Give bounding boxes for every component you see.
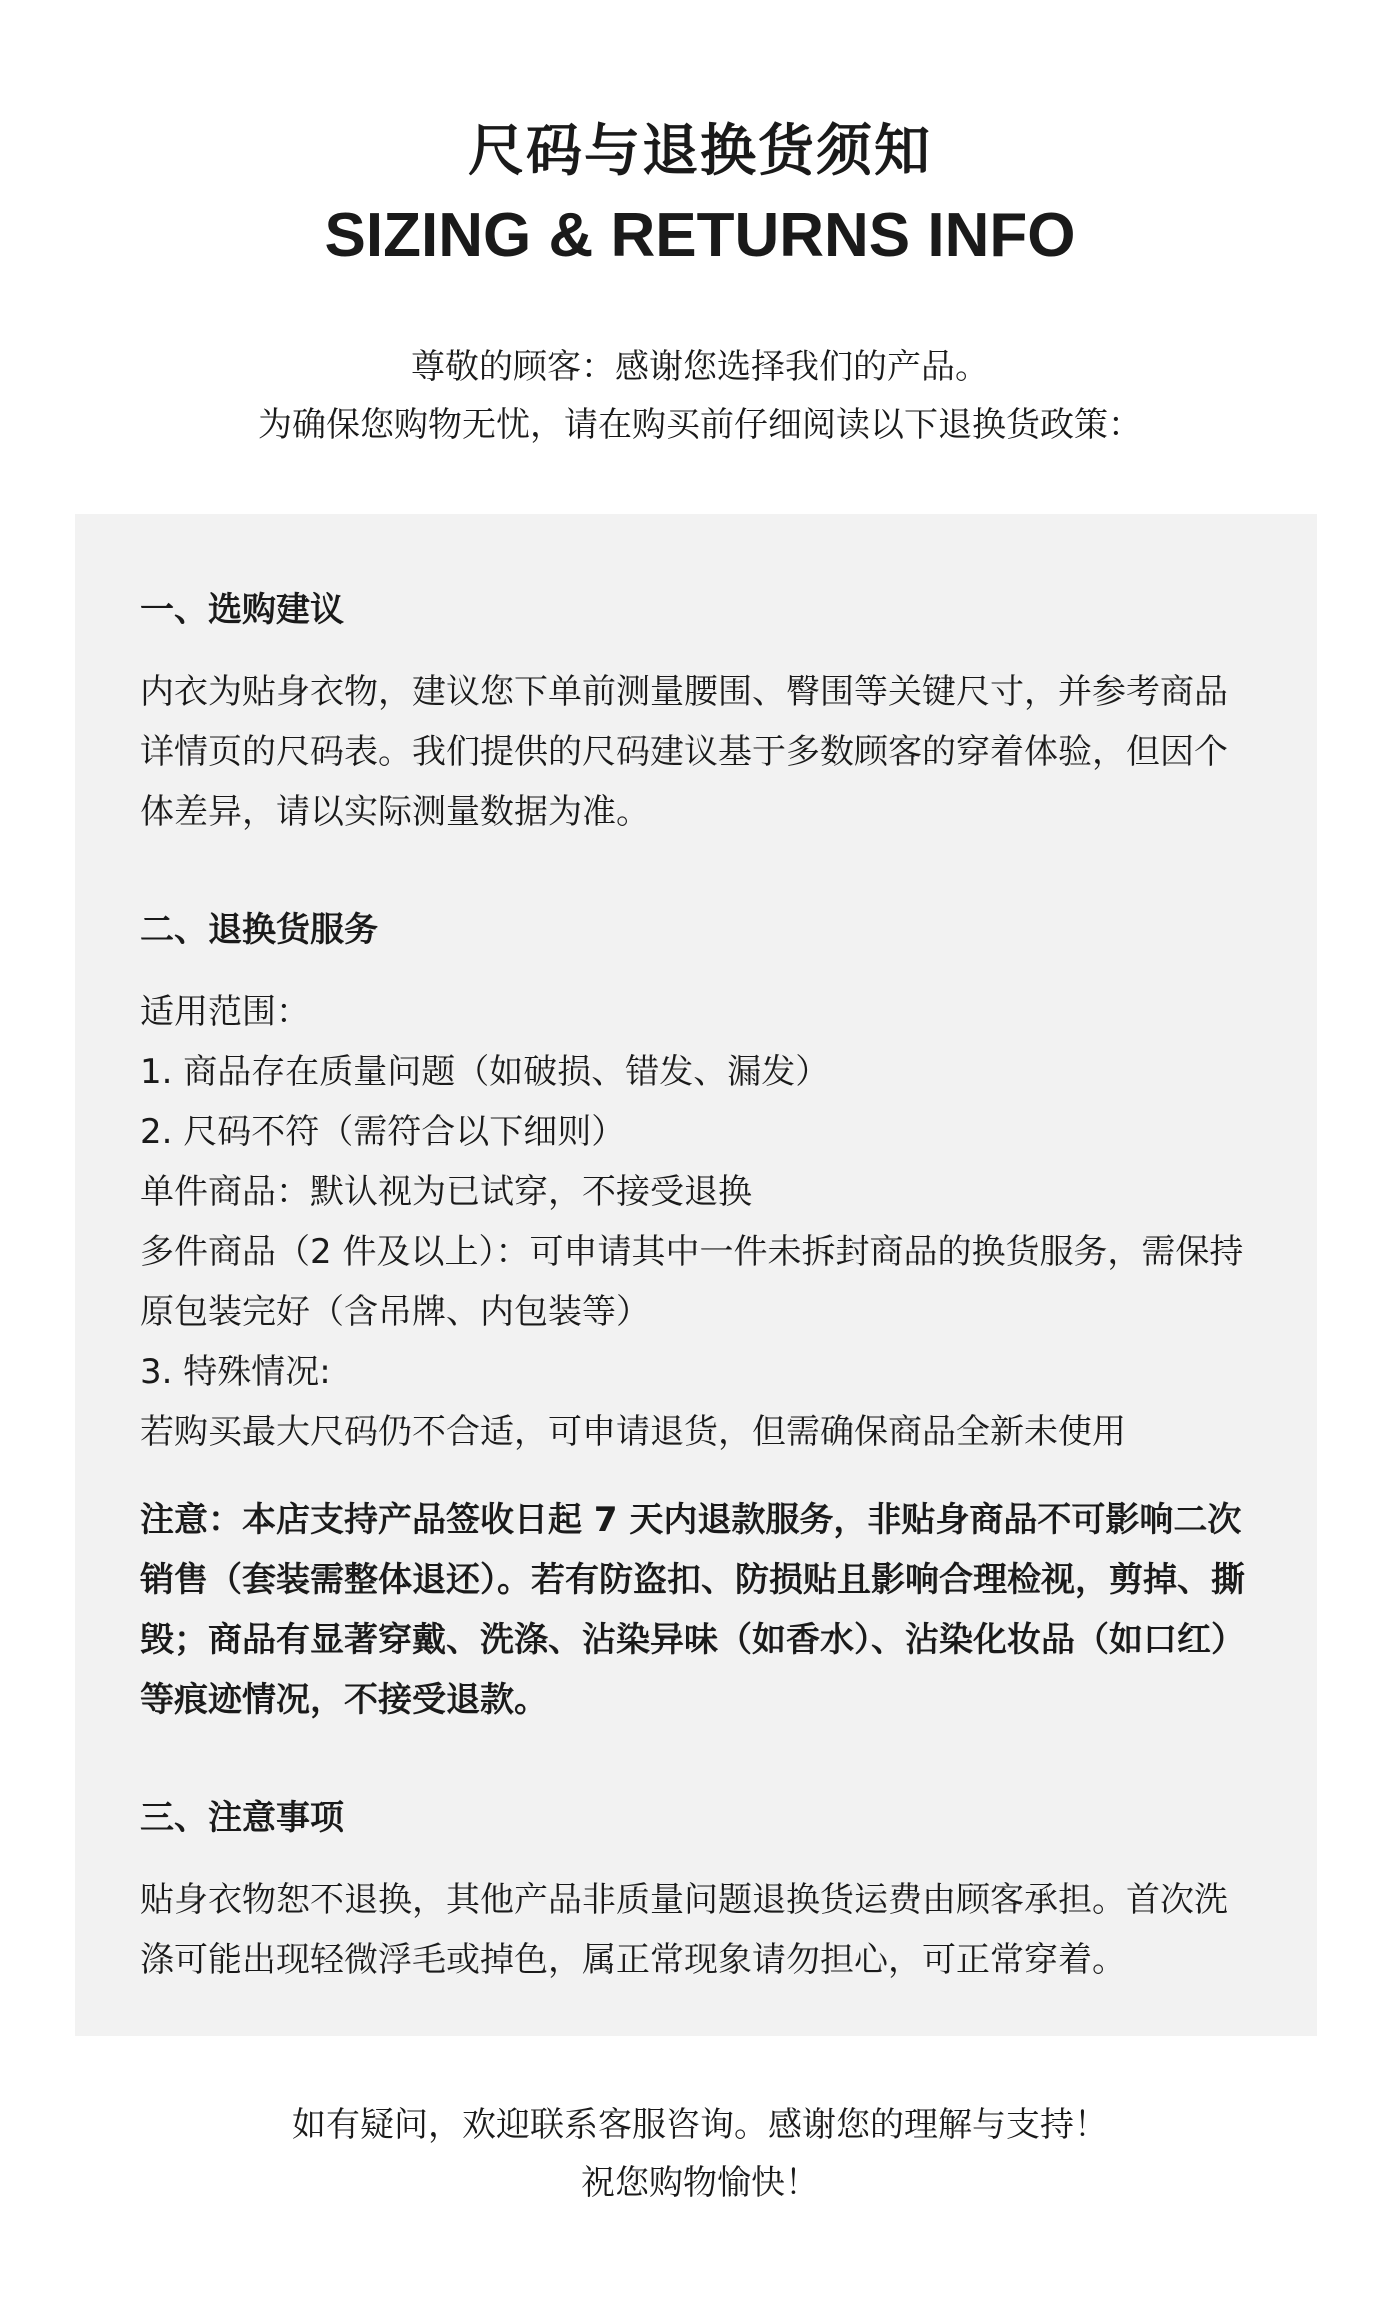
page-header <box>0 0 1400 454</box>
policy-panel <box>75 514 1317 2036</box>
list-item: 单件商品：默认视为已试穿，不接受退换 <box>140 1172 752 1212</box>
section-notes <box>140 1792 1253 1990</box>
intro-line-2: 为确保您购物无忧，请在购买前仔细阅读以下退换货政策： <box>258 405 1142 445</box>
footer-line-1: 如有疑问，欢迎联系客服咨询。感谢您的理解与支持！ <box>292 2105 1108 2145</box>
intro-text <box>0 338 1400 454</box>
list-item: 多件商品（2 件及以上）：可申请其中一件未拆封商品的换货服务，需保持原包装完好（含吊牌、内包装等） <box>140 1232 1244 1332</box>
page-footer <box>0 2096 1400 2212</box>
refund-notice: 注意：本店支持产品签收日起 7 天内退款服务，非贴身商品不可影响二次销售（套装需整体退还）。若有防盗扣、防损贴且影响合理检视，剪掉、撕毁；商品有显著穿戴、洗涤、沾染异味（如香水）、沾染化妆品（如口红）等痕迹情况，不接受退款。 <box>140 1500 1245 1720</box>
list-item: 3. 特殊情况: <box>140 1352 331 1392</box>
section-body: 贴身衣物恕不退换，其他产品非质量问题退换货运费由顾客承担。首次洗涤可能出现轻微浮毛或掉色，属正常现象请勿担心，可正常穿着。 <box>140 1880 1228 1980</box>
section-returns-service <box>140 904 1253 1730</box>
section-title: 三、注意事项 <box>140 1798 344 1838</box>
list-item: 1. 商品存在质量问题（如破损、错发、漏发） <box>140 1052 830 1092</box>
footer-line-2: 祝您购物愉快！ <box>581 2163 819 2203</box>
page-title-chinese: 尺码与退换货须知 <box>468 119 932 184</box>
returns-list <box>140 982 1253 1462</box>
intro-line-1: 尊敬的顾客：感谢您选择我们的产品。 <box>411 347 989 387</box>
list-item: 若购买最大尺码仍不合适，可申请退货，但需确保商品全新未使用 <box>140 1412 1126 1452</box>
section-purchase-advice <box>140 584 1253 842</box>
section-title: 二、退换货服务 <box>140 910 378 950</box>
list-item: 适用范围： <box>140 992 310 1032</box>
section-title: 一、选购建议 <box>140 590 344 630</box>
list-item: 2. 尺码不符（需符合以下细则） <box>140 1112 626 1152</box>
page-title-english: SIZING & RETURNS INFO <box>324 201 1076 270</box>
section-body: 内衣为贴身衣物，建议您下单前测量腰围、臀围等关键尺寸，并参考商品详情页的尺码表。我们提供的尺码建议基于多数顾客的穿着体验，但因个体差异，请以实际测量数据为准。 <box>140 672 1228 832</box>
